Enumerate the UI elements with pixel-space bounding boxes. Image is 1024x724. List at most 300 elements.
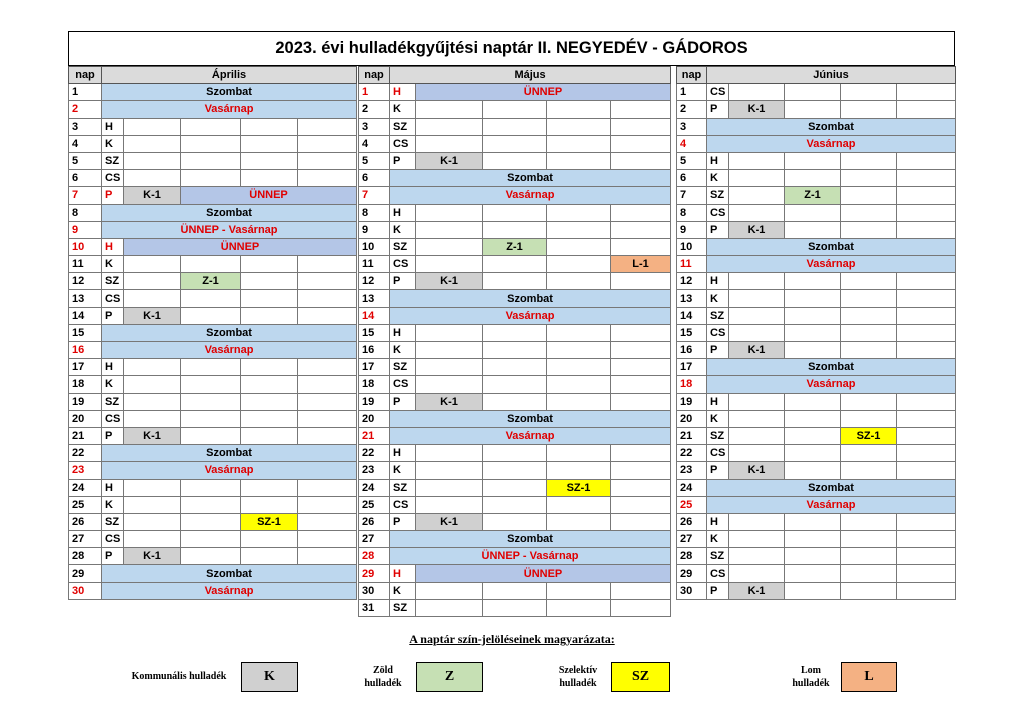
weekday: P [102,427,124,444]
weekday: CS [707,445,729,462]
day-number: 8 [69,204,102,221]
weekday: P [707,342,729,359]
day-row [69,376,357,393]
weekday: P [390,152,416,169]
day-label: Szombat [707,479,956,496]
empty-cell [547,273,611,290]
day-row [359,187,671,204]
pickup-z: Z-1 [785,187,841,204]
day-row [677,462,956,479]
day-number: 22 [359,445,390,462]
empty-cell [611,238,671,255]
pickup-z: Z-1 [181,273,241,290]
day-label: Szombat [102,204,357,221]
weekday: H [390,324,416,341]
day-row [69,84,357,101]
empty-cell [547,393,611,410]
day-row [69,531,357,548]
empty-cell [729,204,785,221]
day-row [677,427,956,444]
empty-cell [298,307,357,324]
weekday: H [102,118,124,135]
weekday: SZ [390,238,416,255]
empty-cell [729,187,785,204]
day-row [677,324,956,341]
day-number: 21 [69,427,102,444]
empty-cell [841,187,897,204]
legend-box-k: K [241,662,298,692]
day-row [677,135,956,152]
nap-header: nap [359,67,390,84]
weekday: H [390,445,416,462]
day-label: Szombat [102,84,357,101]
weekday: H [390,84,416,101]
day-number: 12 [677,273,707,290]
empty-cell [298,548,357,565]
day-row [69,170,357,187]
empty-cell [298,359,357,376]
empty-cell [483,135,547,152]
empty-cell [124,496,181,513]
empty-cell [241,307,298,324]
day-row [359,445,671,462]
day-row [69,290,357,307]
empty-cell [897,462,956,479]
day-number: 26 [359,513,390,530]
day-row [69,101,357,118]
day-label: Vasárnap [707,376,956,393]
day-row [69,548,357,565]
day-row [677,152,956,169]
day-row [359,462,671,479]
empty-cell [124,170,181,187]
day-number: 28 [69,548,102,565]
empty-cell [241,496,298,513]
empty-cell [729,170,785,187]
empty-cell [416,101,483,118]
pickup-k: K-1 [729,582,785,599]
day-number: 24 [359,479,390,496]
day-number: 25 [359,496,390,513]
day-number: 21 [677,427,707,444]
empty-cell [785,101,841,118]
day-number: 3 [359,118,390,135]
day-row [359,565,671,582]
weekday: K [390,101,416,118]
empty-cell [897,342,956,359]
day-number: 3 [677,118,707,135]
weekday: H [707,393,729,410]
empty-cell [785,445,841,462]
day-number: 9 [69,221,102,238]
day-number: 15 [359,324,390,341]
pickup-k: K-1 [416,393,483,410]
weekday: K [102,135,124,152]
day-row [69,324,357,341]
empty-cell [124,479,181,496]
empty-cell [841,410,897,427]
holiday-label: ÜNNEP [124,238,357,255]
day-number: 11 [677,256,707,273]
empty-cell [241,290,298,307]
day-row [359,359,671,376]
day-label: Szombat [102,324,357,341]
weekday: P [390,513,416,530]
weekday: SZ [707,187,729,204]
empty-cell [785,462,841,479]
day-number: 10 [69,238,102,255]
weekday: CS [102,410,124,427]
day-row [359,273,671,290]
day-row [69,135,357,152]
nap-header: nap [677,67,707,84]
empty-cell [547,256,611,273]
weekday: SZ [707,307,729,324]
empty-cell [841,273,897,290]
legend-box-z: Z [416,662,483,692]
empty-cell [298,496,357,513]
day-label: Vasárnap [390,307,671,324]
empty-cell [181,531,241,548]
pickup-k: K-1 [124,307,181,324]
day-row [359,152,671,169]
day-row [69,256,357,273]
empty-cell [897,582,956,599]
day-row [69,342,357,359]
day-number: 25 [69,496,102,513]
day-row [69,152,357,169]
day-number: 16 [359,342,390,359]
empty-cell [241,135,298,152]
day-number: 17 [677,359,707,376]
weekday: P [102,307,124,324]
day-row [359,410,671,427]
empty-cell [841,170,897,187]
empty-cell [841,582,897,599]
day-number: 6 [69,170,102,187]
day-label: ÜNNEP - Vasárnap [102,221,357,238]
day-number: 25 [677,496,707,513]
empty-cell [181,307,241,324]
empty-cell [181,393,241,410]
day-number: 30 [69,582,102,599]
day-label: Szombat [102,445,357,462]
empty-cell [729,427,785,444]
empty-cell [729,565,785,582]
empty-cell [785,531,841,548]
day-row [359,204,671,221]
weekday: SZ [390,118,416,135]
weekday: P [390,273,416,290]
day-row [69,221,357,238]
day-number: 29 [359,565,390,582]
pickup-k: K-1 [124,187,181,204]
day-row [359,324,671,341]
day-row [677,410,956,427]
pickup-k: K-1 [416,513,483,530]
empty-cell [416,599,483,616]
day-number: 18 [677,376,707,393]
empty-cell [547,445,611,462]
day-row [69,496,357,513]
day-number: 27 [69,531,102,548]
empty-cell [785,513,841,530]
empty-cell [841,152,897,169]
empty-cell [483,204,547,221]
empty-cell [483,256,547,273]
day-row [359,342,671,359]
empty-cell [124,410,181,427]
holiday-label: ÜNNEP [416,565,671,582]
empty-cell [611,152,671,169]
day-number: 2 [69,101,102,118]
legend-label-kommunalis: Kommunális hulladék [131,671,227,682]
day-number: 15 [677,324,707,341]
empty-cell [483,101,547,118]
day-number: 4 [359,135,390,152]
day-row [69,204,357,221]
empty-cell [124,118,181,135]
day-label: Vasárnap [102,101,357,118]
empty-cell [547,376,611,393]
day-row [677,445,956,462]
empty-cell [483,359,547,376]
empty-cell [241,548,298,565]
day-row [677,342,956,359]
empty-cell [547,324,611,341]
weekday: H [390,204,416,221]
day-number: 23 [69,462,102,479]
day-label: Szombat [707,238,956,255]
empty-cell [897,548,956,565]
day-row [69,479,357,496]
day-number: 22 [69,445,102,462]
pickup-k: K-1 [729,101,785,118]
weekday: SZ [102,152,124,169]
day-number: 18 [359,376,390,393]
empty-cell [483,152,547,169]
day-number: 21 [359,427,390,444]
empty-cell [181,256,241,273]
empty-cell [897,513,956,530]
empty-cell [897,290,956,307]
empty-cell [298,513,357,530]
weekday: CS [390,496,416,513]
weekday: K [390,221,416,238]
empty-cell [897,204,956,221]
month-header: Április [102,67,357,84]
day-number: 22 [677,445,707,462]
day-row [677,513,956,530]
day-row [677,376,956,393]
empty-cell [181,513,241,530]
title-frame [68,31,955,66]
day-number: 7 [677,187,707,204]
day-number: 26 [677,513,707,530]
weekday: P [102,187,124,204]
empty-cell [241,393,298,410]
day-label: Szombat [102,565,357,582]
empty-cell [729,531,785,548]
day-row [359,582,671,599]
day-number: 9 [359,221,390,238]
empty-cell [181,427,241,444]
empty-cell [181,479,241,496]
day-number: 9 [677,221,707,238]
empty-cell [483,582,547,599]
weekday: CS [707,565,729,582]
day-row [69,462,357,479]
empty-cell [729,513,785,530]
empty-cell [547,462,611,479]
day-number: 13 [69,290,102,307]
day-number: 3 [69,118,102,135]
empty-cell [841,548,897,565]
day-number: 30 [677,582,707,599]
empty-cell [841,221,897,238]
day-label: Szombat [390,531,671,548]
empty-cell [416,118,483,135]
calendar-june [676,66,956,600]
weekday: H [707,273,729,290]
empty-cell [483,324,547,341]
empty-cell [611,342,671,359]
empty-cell [298,479,357,496]
day-number: 27 [677,531,707,548]
empty-cell [416,342,483,359]
empty-cell [897,101,956,118]
empty-cell [611,101,671,118]
weekday: K [707,290,729,307]
empty-cell [729,290,785,307]
day-number: 20 [677,410,707,427]
empty-cell [181,548,241,565]
calendar-may [358,66,671,617]
day-row [69,582,357,599]
legend-box-sz: SZ [611,662,670,692]
empty-cell [547,135,611,152]
weekday: CS [102,290,124,307]
empty-cell [547,101,611,118]
empty-cell [785,548,841,565]
empty-cell [181,152,241,169]
weekday: P [707,221,729,238]
day-number: 2 [359,101,390,118]
empty-cell [483,118,547,135]
day-label: ÜNNEP - Vasárnap [390,548,671,565]
weekday: CS [390,256,416,273]
weekday: CS [707,84,729,101]
empty-cell [729,410,785,427]
day-number: 20 [69,410,102,427]
day-row [677,479,956,496]
empty-cell [241,359,298,376]
weekday: H [102,238,124,255]
day-row [359,221,671,238]
empty-cell [181,376,241,393]
empty-cell [241,273,298,290]
empty-cell [841,290,897,307]
empty-cell [483,496,547,513]
empty-cell [483,462,547,479]
empty-cell [547,152,611,169]
empty-cell [547,204,611,221]
empty-cell [785,170,841,187]
day-number: 19 [359,393,390,410]
day-row [677,187,956,204]
empty-cell [611,135,671,152]
day-row [69,445,357,462]
empty-cell [785,427,841,444]
pickup-sz: SZ-1 [841,427,897,444]
month-header: Május [390,67,671,84]
day-row [69,359,357,376]
day-row [677,170,956,187]
day-number: 4 [677,135,707,152]
day-number: 7 [69,187,102,204]
empty-cell [729,393,785,410]
empty-cell [841,84,897,101]
empty-cell [841,307,897,324]
day-row [359,479,671,496]
pickup-k: K-1 [729,221,785,238]
day-number: 20 [359,410,390,427]
empty-cell [181,290,241,307]
day-number: 28 [677,548,707,565]
empty-cell [547,238,611,255]
day-number: 29 [69,565,102,582]
empty-cell [611,462,671,479]
empty-cell [298,410,357,427]
empty-cell [547,599,611,616]
empty-cell [483,599,547,616]
day-row [359,118,671,135]
empty-cell [897,324,956,341]
empty-cell [611,445,671,462]
empty-cell [897,393,956,410]
empty-cell [897,152,956,169]
pickup-sz: SZ-1 [547,479,611,496]
empty-cell [241,256,298,273]
empty-cell [547,496,611,513]
day-row [359,599,671,616]
empty-cell [416,238,483,255]
day-number: 11 [359,256,390,273]
empty-cell [897,445,956,462]
day-row [69,238,357,255]
calendar-april [68,66,357,600]
empty-cell [298,135,357,152]
pickup-sz: SZ-1 [241,513,298,530]
day-number: 8 [677,204,707,221]
empty-cell [416,204,483,221]
weekday: K [102,496,124,513]
empty-cell [416,324,483,341]
day-number: 5 [69,152,102,169]
pickup-k: K-1 [729,342,785,359]
day-number: 1 [69,84,102,101]
empty-cell [785,393,841,410]
day-row [677,393,956,410]
day-number: 13 [359,290,390,307]
day-row [677,531,956,548]
empty-cell [298,256,357,273]
day-label: Szombat [707,359,956,376]
empty-cell [416,479,483,496]
empty-cell [611,273,671,290]
empty-cell [124,513,181,530]
empty-cell [181,170,241,187]
